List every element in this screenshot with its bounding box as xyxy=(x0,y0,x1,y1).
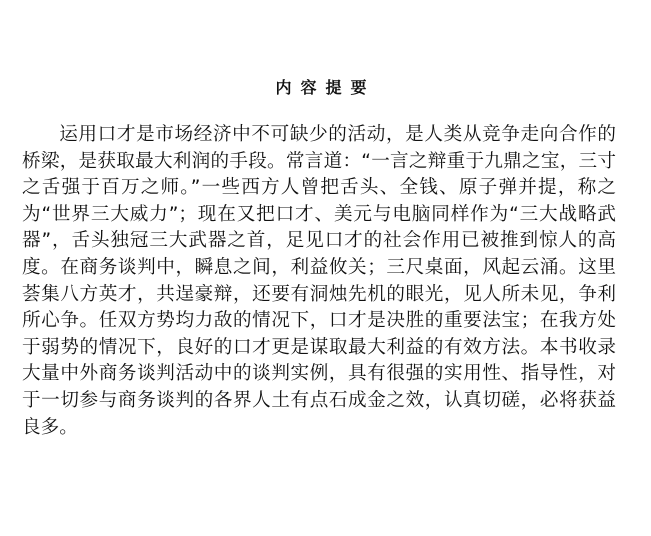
summary-paragraph: 运用口才是市场经济中不可缺少的活动，是人类从竞争走向合作的桥梁，是获取最大利润的手段。常言道：“一言之辩重于九鼎之宝，三寸之舌强于百万之师。”一些西方人曾把舌头、全钱、原子弹并提，称之为“世界三大威力”；现在又把口才、美元与电脑同样作为“三大战略武器”，舌头独冠三大武器之首，足见口才的社会作用已被推到惊人的高度。在商务谈判中，瞬息之间，利益攸关；三尺桌面，风起云涌。这里荟集八方英才，共逞豪辩，还要有洞烛先机的眼光，见人所未见，争利所心争。任双方势均力敌的情况下，口才是决胜的重要法宝；在我方处于弱势的情况下，良好的口才更是谋取最大利益的有效方法。本书收录大量中外商务谈判活动中的谈判实例，具有很强的实用性、指导性，对于一切参与商务谈判的各界人土有点石成金之效，认真切磋，必将获益良多。 xyxy=(22,124,616,438)
document-title: 内容提要 xyxy=(275,78,376,97)
